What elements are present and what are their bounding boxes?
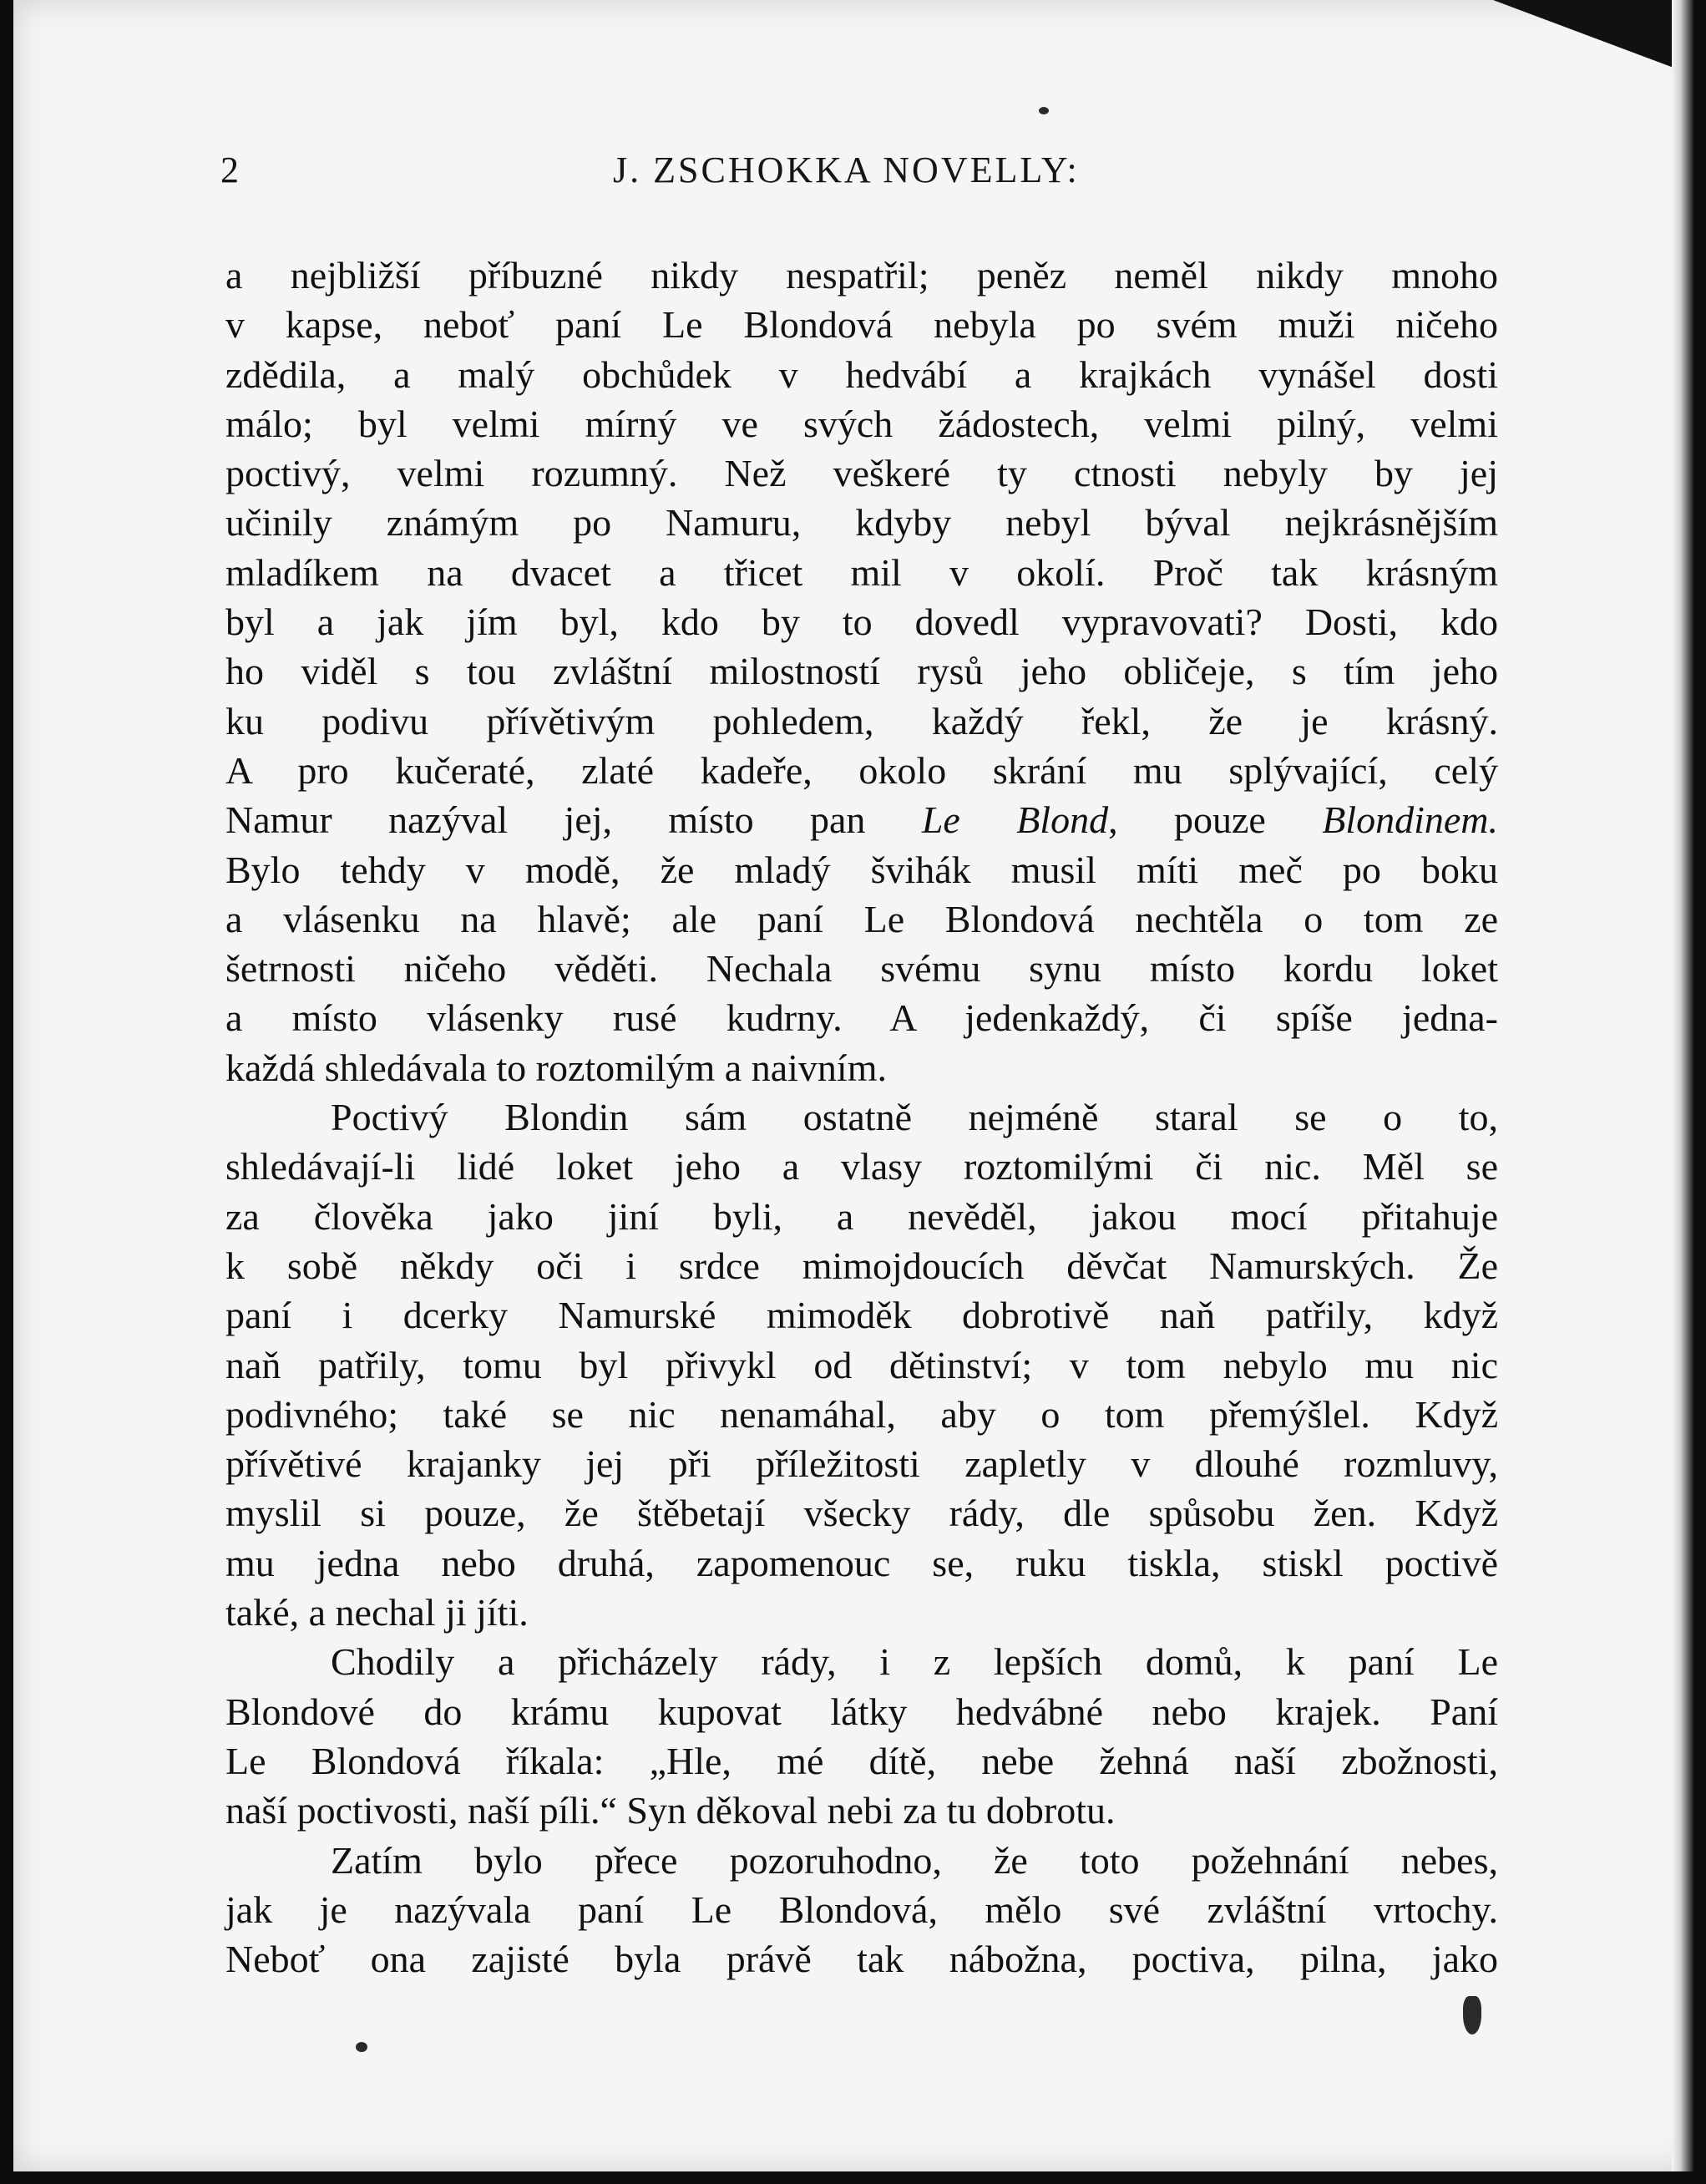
text-line: ku podivu přívětivým pohledem, každý řekl, že je krásný.	[225, 699, 1498, 742]
text-line-italic-names	[225, 795, 1498, 844]
text-line: Poctivý Blondin sám ostatně nejméně staral se o to,	[331, 1096, 1498, 1139]
text-line: podivného; také se nic nenamáhal, aby o tom přemýšlel. Když	[225, 1392, 1498, 1436]
text-line: každá shledávala to roztomilým a naivním.	[225, 1046, 887, 1089]
text-line: v kapse, neboť paní Le Blondová nebyla po svém muži ničeho	[225, 303, 1498, 347]
text-line: za člověka jako jiní byli, a nevěděl, jakou mocí přitahuje	[225, 1194, 1498, 1238]
italic-name-blondinem: Blondinem.	[1322, 798, 1498, 842]
page-edge-shadow	[1672, 0, 1693, 2171]
text-line: mladíkem na dvacet a třicet mil v okolí. Proč tak krásným	[225, 550, 1498, 594]
paragraph-2	[225, 1092, 1498, 1637]
text-line: Neboť ona zajisté byla právě tak nábožna, poctiva, pilna, jako	[225, 1938, 1498, 1981]
text-line: myslil si pouze, že štěbetají všecky rády, dle spůsobu žen. Když	[225, 1492, 1498, 1535]
italic-name-le-blond: Le Blond	[921, 798, 1109, 842]
paragraph-4	[225, 1836, 1498, 1984]
scan-speck	[356, 2042, 367, 2052]
text-line: Bylo tehdy v modě, že mladý švihák musil míti meč po boku	[225, 848, 1498, 891]
text-line: málo; byl velmi mírný ve svých žádostech, velmi pilný, velmi	[225, 402, 1498, 445]
text-line: a místo vlásenky rusé kudrny. A jedenkaždý, či spíše jedna-	[225, 996, 1498, 1040]
text-fragment: Namur nazýval jej, místo pan	[225, 798, 922, 842]
paragraph-1	[225, 251, 1498, 1092]
text-line: a nejbližší příbuzné nikdy nespatřil; peněz neměl nikdy mnoho	[225, 254, 1498, 296]
text-line: k sobě někdy oči i srdce mimojdoucích děvčat Namurských. Že	[225, 1244, 1498, 1287]
text-line: mu jedna nebo druhá, zapomenouc se, ruku tiskla, stiskl poctivě	[225, 1541, 1498, 1584]
text-line: Zatím bylo přece pozoruhodno, že toto požehnání nebes,	[331, 1838, 1498, 1882]
text-line: také, a nechal ji jíti.	[225, 1591, 529, 1634]
text-line: a vlásenku na hlavě; ale paní Le Blondová nechtěla o tom ze	[225, 897, 1498, 940]
text-line: jak je nazývala paní Le Blondová, mělo své zvláštní vrtochy.	[225, 1888, 1498, 1931]
book-page	[13, 0, 1693, 2171]
page-header	[220, 149, 1506, 190]
text-line: zdědila, a malý obchůdek v hedvábí a krajkách vynášel dosti	[225, 352, 1498, 396]
scan-speck	[1463, 1996, 1481, 2035]
text-line: poctivý, velmi rozumný. Než veškeré ty ctnosti nebyly by jej	[225, 452, 1498, 495]
text-line: A pro kučeraté, zlaté kadeře, okolo skrání mu splývající, celý	[225, 748, 1498, 792]
scan-speck	[1039, 107, 1049, 114]
body-text	[225, 251, 1498, 1984]
text-line: byl a jak jím byl, kdo by to dovedl vypravovati? Dosti, kdo	[225, 600, 1498, 644]
text-line: naň patřily, tomu byl přivykl od dětinství; v tom nebylo mu nic	[225, 1343, 1498, 1386]
text-line: ho viděl s tou zvláštní milostností rysů jeho obličeje, s tím jeho	[225, 650, 1498, 693]
torn-corner	[1493, 0, 1693, 75]
text-fragment: , pouze	[1108, 798, 1323, 842]
running-head: J. ZSCHOKKA NOVELLY:	[613, 149, 1080, 190]
text-line: Le Blondová říkala: „Hle, mé dítě, nebe žehná naší zbožnosti,	[225, 1739, 1498, 1782]
text-line: učinily známým po Namuru, kdyby nebyl býval nejkrásnějším	[225, 501, 1498, 545]
text-line: přívětivé krajanky jej při příležitosti zapletly v dlouhé rozmluvy,	[225, 1442, 1498, 1486]
text-line: Chodily a přicházely rády, i z lepších domů, k paní Le	[331, 1640, 1498, 1684]
text-line: naší poctivosti, naší píli.“ Syn děkoval nebi za tu dobrotu.	[225, 1789, 1116, 1832]
text-line: paní i dcerky Namurské mimoděk dobrotivě naň patřily, když	[225, 1294, 1498, 1337]
paragraph-3	[225, 1637, 1498, 1835]
text-line: šetrnosti ničeho věděti. Nechala svému synu místo kordu loket	[225, 947, 1498, 991]
text-line: Blondové do krámu kupovat látky hedvábné nebo krajek. Paní	[225, 1690, 1498, 1733]
page-number: 2	[220, 149, 240, 190]
text-line: shledávají-li lidé loket jeho a vlasy roztomilými či nic. Měl se	[225, 1145, 1498, 1188]
